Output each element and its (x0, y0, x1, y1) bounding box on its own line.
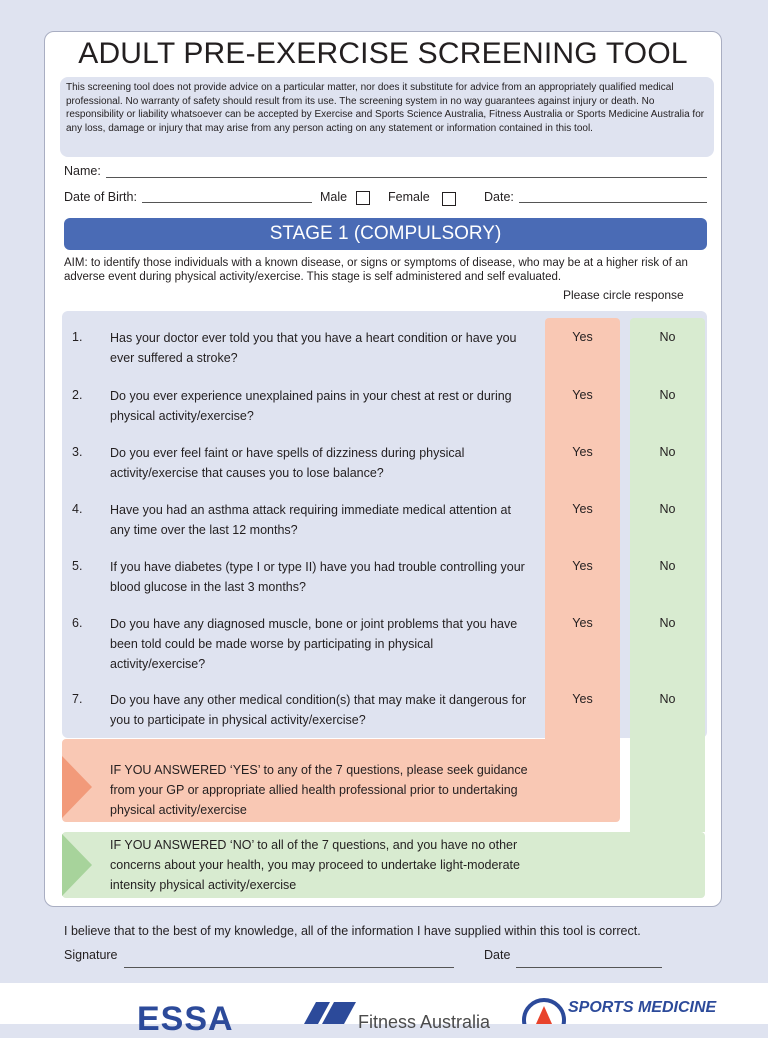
sports-medicine-logo-icon (522, 998, 566, 1024)
question-number: 7. (72, 692, 83, 706)
essa-logo: ESSA (137, 1000, 234, 1038)
name-label: Name: (64, 164, 101, 178)
answer-no-q1[interactable]: No (659, 330, 676, 344)
answer-yes-q3[interactable]: Yes (572, 445, 593, 459)
dob-label: Date of Birth: (64, 190, 137, 204)
question-number: 1. (72, 330, 83, 344)
disclaimer: This screening tool does not provide advice on a particular matter, nor does it substitute for advice from an appropriately qualified medical professional. No warranty of safety should result from its use. The screening system in no way guarantees against injury or death. No responsibility or liability whatsoever can be accepted by Exercise and Sports Science Australia, Fitness Australia or Sports Medicine Australia for any loss, damage or injury that may arise from any person acting on any statement or information contained in this tool. (60, 77, 714, 157)
signature-label: Signature (64, 948, 118, 962)
circle-response-note: Please circle response (563, 288, 684, 302)
answer-no-q2[interactable]: No (659, 388, 676, 402)
fitness-australia-logo-icon (298, 1002, 358, 1024)
declaration-date-label: Date (484, 948, 511, 962)
no-outcome-arrow-icon (62, 834, 96, 896)
question-number: 5. (72, 559, 83, 573)
question-number: 2. (72, 388, 83, 402)
answer-yes-q6[interactable]: Yes (572, 616, 593, 630)
answer-no-q6[interactable]: No (659, 616, 676, 630)
stage-aim: AIM: to identify those individuals with a known disease, or signs or symptoms of disease, who may be at a higher risk of an adverse event during physical activity/exercise. This stage is self administered and self evaluated. (64, 257, 688, 283)
dob-field[interactable] (142, 202, 312, 203)
declaration-statement: I believe that to the best of my knowledge, all of the information I have supplied within this tool is correct. (64, 924, 641, 938)
question-number: 3. (72, 445, 83, 459)
question-text: Do you have any other medical condition(s) that may make it dangerous for you to participate in physical activity/exercise? (110, 693, 527, 727)
question-text: Do you ever feel faint or have spells of dizziness during physical activity/exercise that causes you to lose balance? (110, 446, 465, 480)
yes-outcome-text: IF YOU ANSWERED ‘YES’ to any of the 7 questions, please seek guidance from your GP or appropriate allied health professional prior to undertaking physical activity/exercise (110, 763, 528, 817)
question-number: 6. (72, 616, 83, 630)
declaration-date-field[interactable] (516, 967, 662, 968)
no-outcome-text: IF YOU ANSWERED ‘NO’ to all of the 7 questions, and you have no other concerns about your health, you may proceed to undertake light-moderate intensity physical activity/exercise (110, 838, 520, 892)
answer-yes-q2[interactable]: Yes (572, 388, 593, 402)
no-path-connector (630, 745, 705, 832)
question-text: Do you ever experience unexplained pains in your chest at rest or during physical activity/exercise? (110, 389, 512, 423)
question-number: 4. (72, 502, 83, 516)
question-text: Do you have any diagnosed muscle, bone or joint problems that you have been told could be made worse by participating in physical activity/exercise? (110, 617, 518, 671)
answer-yes-q4[interactable]: Yes (572, 502, 593, 516)
answer-yes-q5[interactable]: Yes (572, 559, 593, 573)
page-title: ADULT PRE-EXERCISE SCREENING TOOL (78, 37, 688, 70)
signature-field[interactable] (124, 967, 454, 968)
male-label: Male (320, 190, 348, 204)
female-checkbox[interactable] (442, 192, 456, 206)
male-checkbox[interactable] (356, 191, 370, 205)
yes-column (545, 318, 620, 743)
answer-no-q5[interactable]: No (659, 559, 676, 573)
answer-no-q4[interactable]: No (659, 502, 676, 516)
sports-medicine-logo-text: SPORTS MEDICINE (568, 999, 717, 1016)
answer-no-q3[interactable]: No (659, 445, 676, 459)
date-label: Date: (484, 190, 514, 204)
answer-yes-q1[interactable]: Yes (572, 330, 593, 344)
question-text: Have you had an asthma attack requiring immediate medical attention at any time over the last 12 months? (110, 503, 511, 537)
answer-no-q7[interactable]: No (659, 692, 676, 706)
no-column (630, 318, 705, 746)
date-field[interactable] (519, 202, 707, 203)
answer-yes-q7[interactable]: Yes (572, 692, 593, 706)
fitness-australia-logo-text: Fitness Australia (358, 1012, 491, 1032)
female-label: Female (388, 190, 430, 204)
name-field[interactable] (106, 177, 707, 178)
stage-header: STAGE 1 (COMPULSORY) (64, 218, 707, 250)
yes-outcome-arrow-icon (62, 756, 96, 818)
question-text: If you have diabetes (type I or type II) have you had trouble controlling your blood glucose in the last 3 months? (110, 560, 525, 594)
question-text: Has your doctor ever told you that you have a heart condition or have you ever suffered a stroke? (110, 331, 517, 365)
